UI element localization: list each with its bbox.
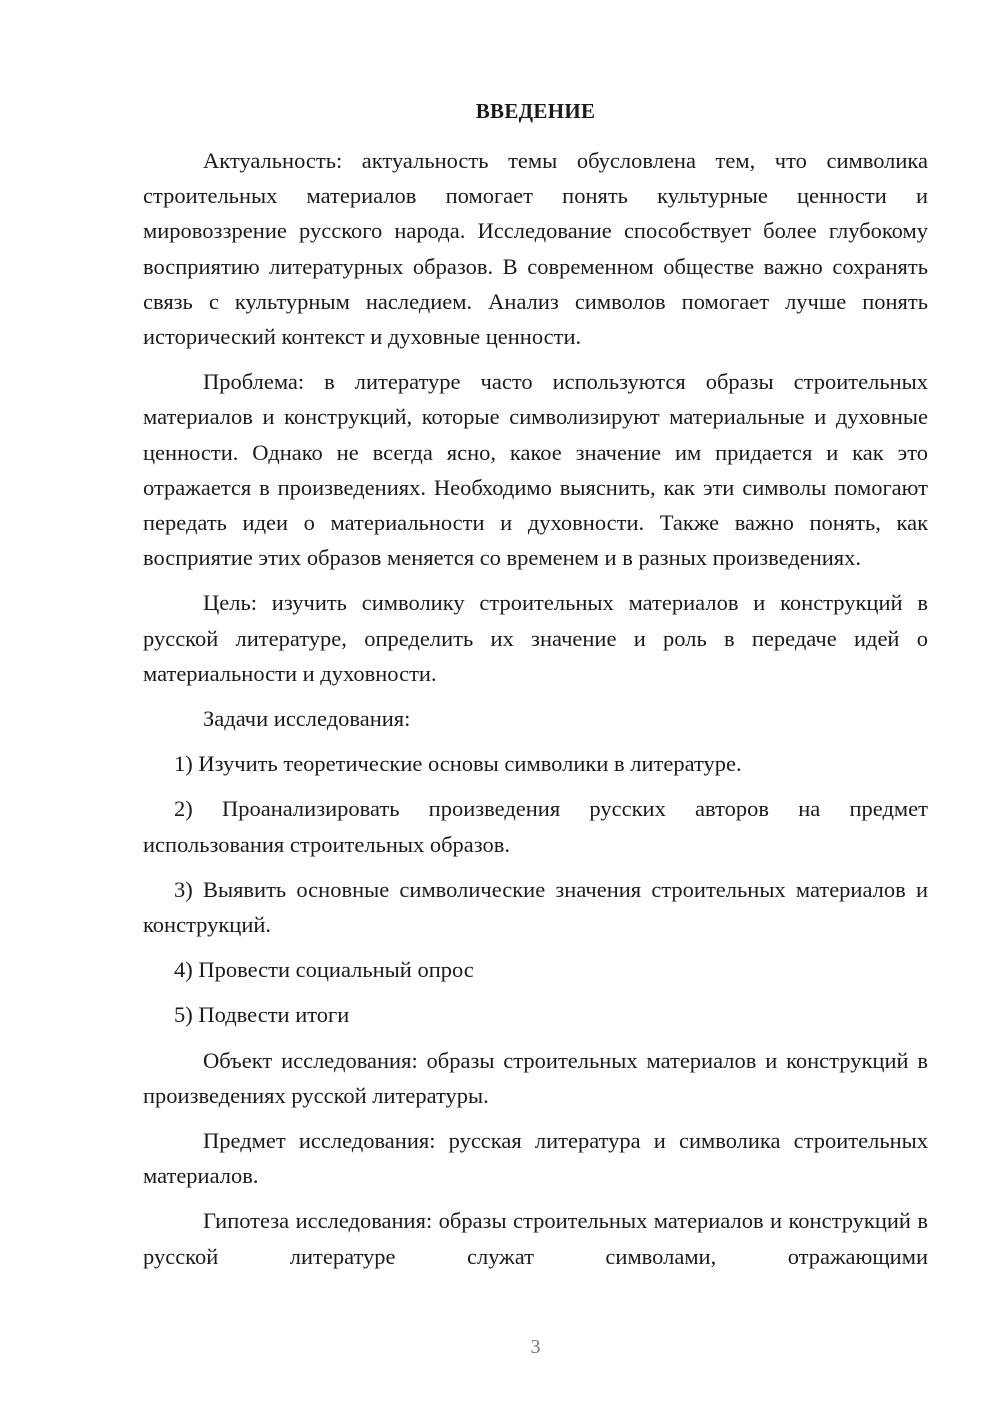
task-item: 4) Провести социальный опрос (174, 957, 474, 983)
tasks-heading: Задачи исследования: (203, 706, 411, 732)
hypothesis-paragraph: Гипотеза исследования: образы строительных материалов и конструкций в русской литературе служат символами, отражающими (143, 1208, 928, 1269)
task-item: 2) Проанализировать произведения русских авторов на предмет использования строительных образов. (143, 796, 928, 857)
relevance-paragraph: Актуальность: актуальность темы обусловлена тем, что символика строительных материалов помогает понять культурные ценности и мировоззрение русского народа. Исследование способствует более глубокому восприятию литературных образов. В современном обществе важно сохранять связь с культурным наследием. Анализ символов помогает лучше понять исторический контекст и духовные ценности. (143, 148, 928, 350)
task-item: 3) Выявить основные символические значения строительных материалов и конструкций. (143, 876, 928, 938)
task-item: 5) Подвести итоги (174, 1002, 350, 1028)
page-number: 3 (530, 1336, 541, 1358)
object-paragraph: Объект исследования: образы строительных материалов и конструкций в произведениях русской литературы. (143, 1047, 928, 1108)
problem-paragraph: Проблема: в литературе часто используются образы строительных материалов и конструкций, которые символизируют материальные и духовные ценности. Однако не всегда ясно, какое значение им придается и как это отражается в произведениях. Необходимо выяснить, как эти символы помогают передать идеи о материальности и духовности. Также важно понять, как восприятие этих образов меняется со временем и в разных произведениях. (143, 369, 928, 571)
goal-paragraph: Цель: изучить символику строительных материалов и конструкций в русской литературе, определить их значение и роль в передаче идей о материальности и духовности. (143, 590, 928, 686)
subject-paragraph: Предмет исследования: русская литература и символика строительных материалов. (143, 1128, 928, 1189)
section-title: ВВЕДЕНИЕ (475, 99, 596, 123)
document-body (143, 143, 928, 1274)
task-item: 1) Изучить теоретические основы символики в литературе. (174, 751, 742, 777)
